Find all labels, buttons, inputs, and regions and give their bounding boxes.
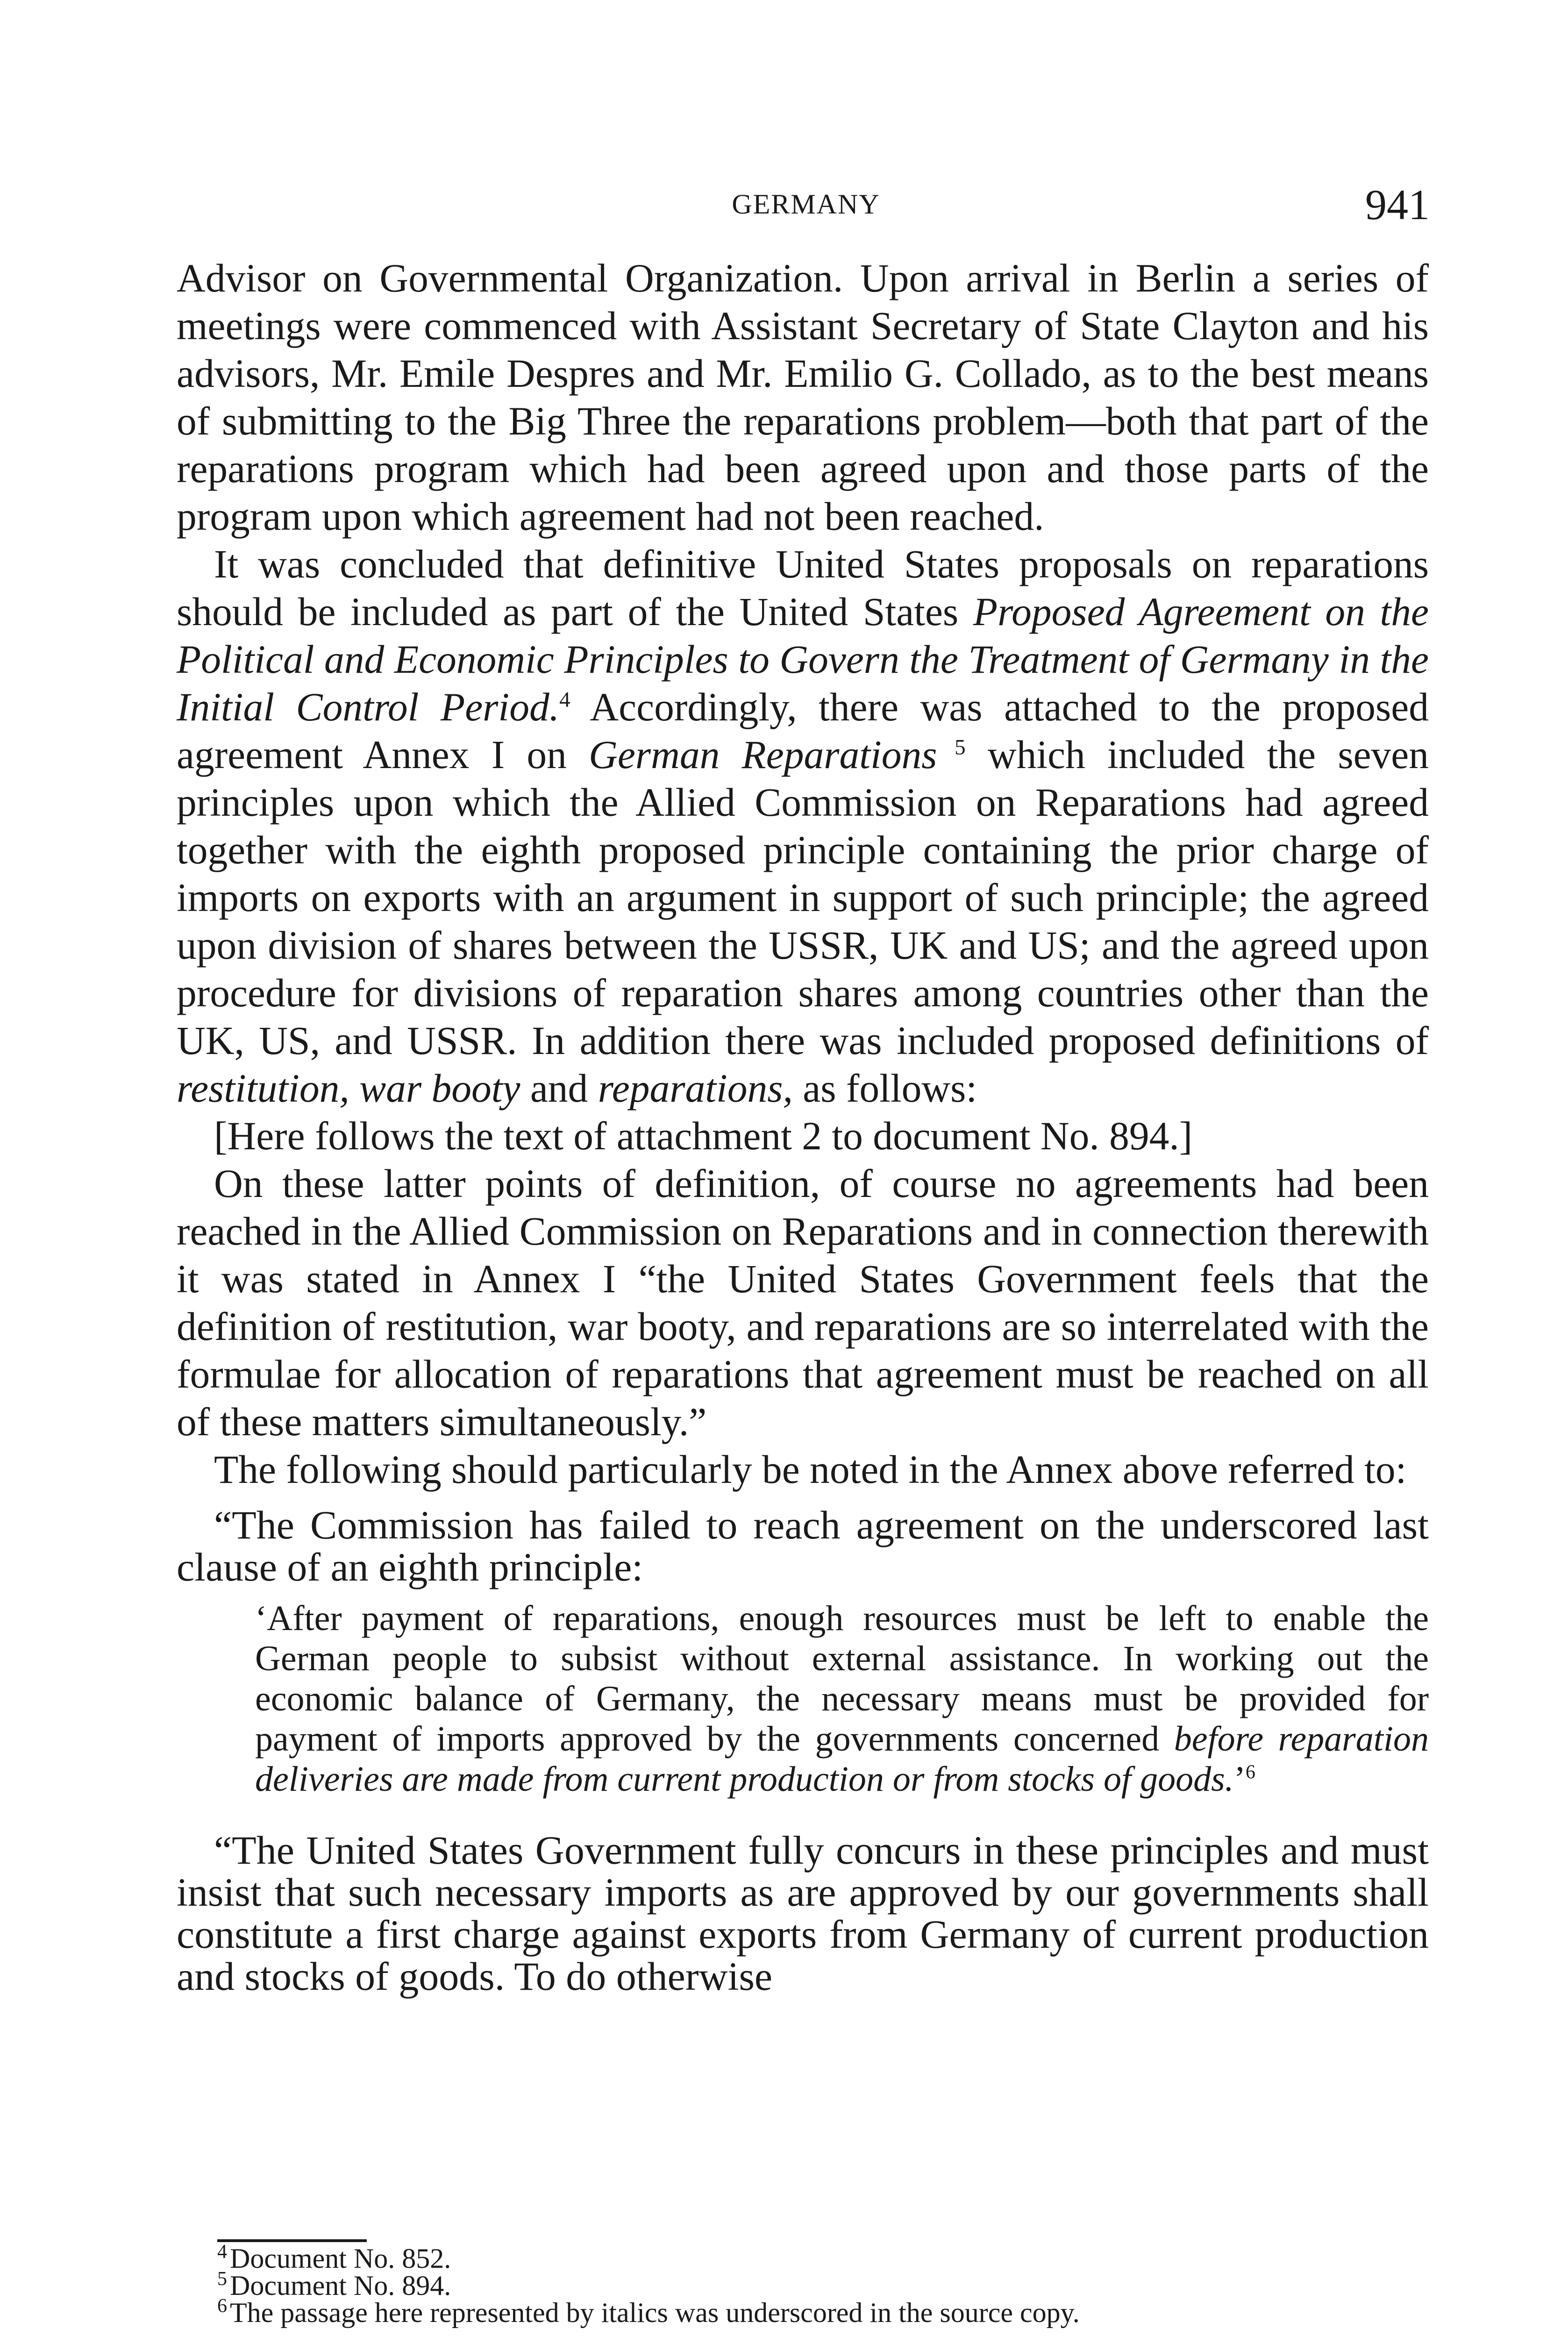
block-quote-1: “The Commission has failed to reach agreement on the underscored last clause of an eighth principle: (177, 1503, 1429, 1589)
footnote-ref-4: 4 (559, 687, 570, 712)
footnote-5: $^5$ Document No. 894. (217, 2268, 451, 2301)
footnote-4: $^4$ Document No. 852. (217, 2241, 451, 2274)
paragraph-1: Advisor on Governmental Organization. Upon arrival in Berlin a series of meetings were commenced with Assistant Secretary of State Clayton and his advisors, Mr. Emile Despres and Mr. Emilio G. Collado, as to the best means of submitting to the Big Three the reparations problem—both that part of the reparations program which had been agreed upon and those parts of the program upon which agreement had not been reached. (177, 256, 1429, 539)
paragraph-2: It was concluded that definitive United States proposals on reparations should be included as part of the United States Proposed Agreement on the Political and Economic Principles to Govern the Treatment of Germany in the Initial Control Period.$^4$ Accordingly, there was attached to the proposed agreement Annex I on German Reparations $^5$ which included the seven principles upon which the Allied Commission on Reparations had agreed together with the eighth proposed principle containing the prior charge of imports on exports with an argument in support of such principle; the agreed upon division of shares between the USSR, UK and US; and the agreed upon procedure for divisions of reparation shares among countries other than the UK, US, and USSR. In addition there was included proposed definitions of restitution, war booty and reparations, as follows: (177, 542, 1429, 1111)
footnote-6: $^6$ The passage here represented by italics was underscored in the source copy. (217, 2295, 1080, 2328)
paragraph-3-editorial-note: [Here follows the text of attachment 2 to document No. 894.] (214, 1114, 1193, 1158)
german-reparations-title: German Reparations (589, 733, 937, 777)
footnote-ref-6: 6 (1246, 1761, 1255, 1783)
footnote-divider (217, 2239, 367, 2242)
body-text (177, 255, 1429, 1997)
reparations-term: reparations, (598, 1067, 793, 1111)
paragraph-4: On these latter points of definition, of course no agreements had been reached in the Allied Commission on Reparations and in connection therewith it was stated in Annex I “the United States Government feels that the definition of restitution, war booty, and reparations are so interrelated with the formulae for allocation of reparations that agreement must be reached on all of these matters simultaneously.” (177, 1162, 1429, 1444)
footnotes (217, 2241, 1427, 2328)
running-head: GERMANY (732, 189, 880, 220)
restitution-term: restitution, war booty (177, 1067, 520, 1111)
block-quote-2: “The United States Government fully concurs in these principles and must insist that such necessary imports as are approved by our governments shall constitute a first charge against exports from Germany of current production and stocks of goods. To do otherwise (177, 1828, 1429, 1999)
proposed-agreement-title: Proposed Agreement on the Political and Economic Principles to Govern the Treatment of Germany in the Initial Control Period. (177, 590, 1429, 729)
page-header (182, 180, 1430, 236)
footnote-ref-5: 5 (937, 735, 966, 760)
page-number: 941 (1365, 181, 1430, 228)
paragraph-5: The following should particularly be noted in the Annex above referred to: (214, 1448, 1407, 1492)
block-quote-nested: ‘After payment of reparations, enough resources must be left to enable the German people to subsist without external assistance. In working out the economic balance of Germany, the necessary means must be provided for payment of imports approved by the governments concerned before reparation deliveries are made from current production or from stocks of goods.’$^6$ (255, 1599, 1429, 1799)
underscored-clause: before reparation deliveries are made from current production or from stocks of goods. (255, 1719, 1429, 1799)
